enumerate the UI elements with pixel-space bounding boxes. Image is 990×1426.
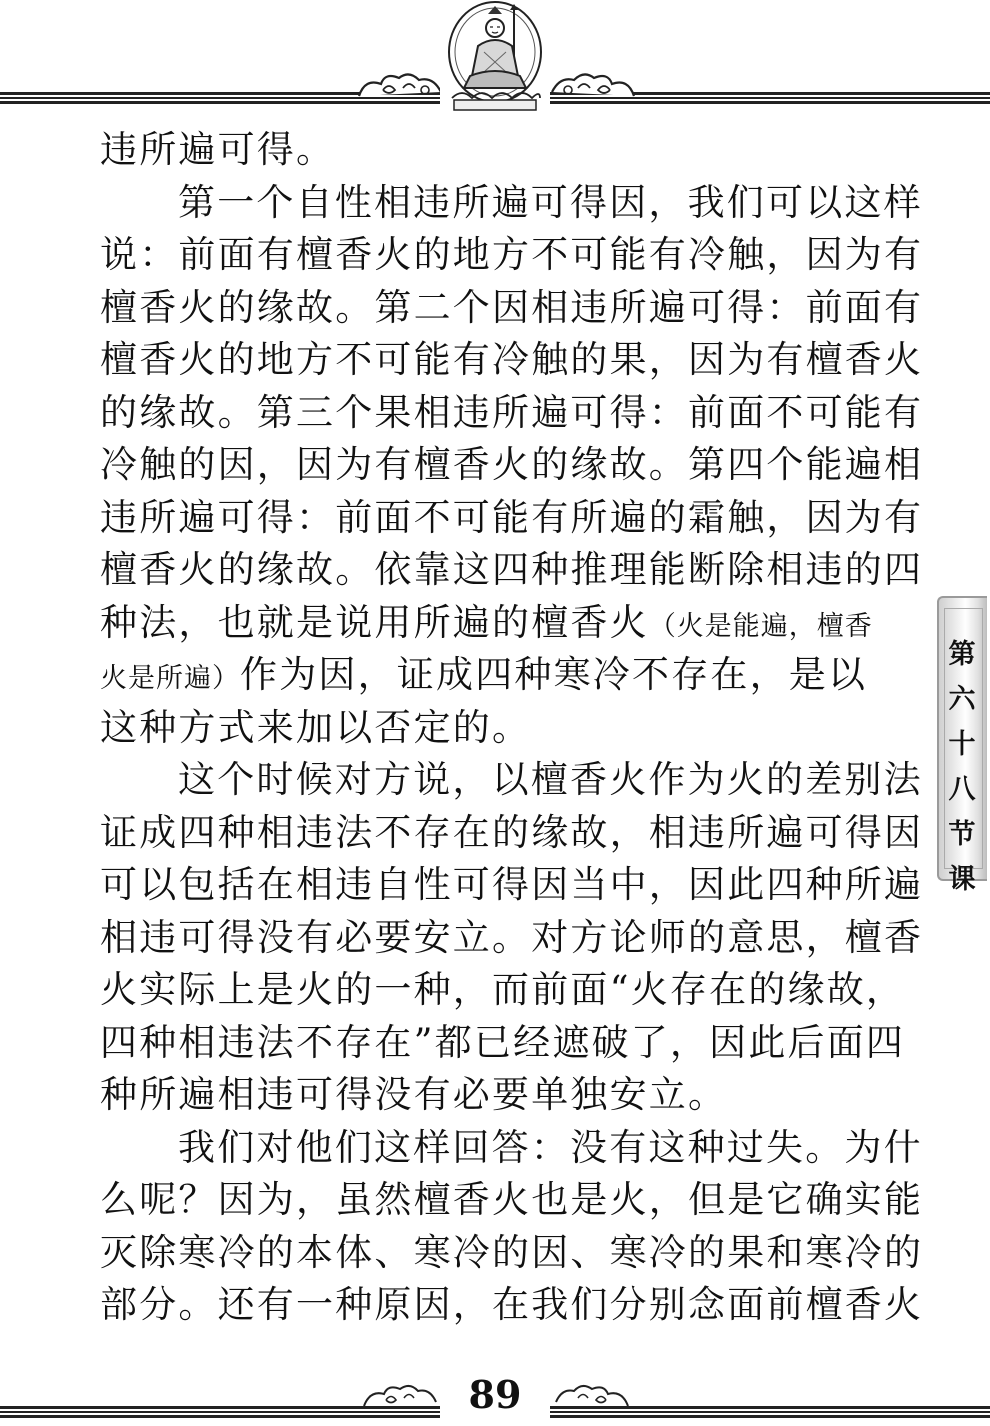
chapter-tab-char: 节 — [948, 819, 976, 850]
text-line: 相违可得没有必要安立。对方论师的意思，檀香 — [100, 915, 924, 959]
chapter-tab-char: 第 — [948, 639, 976, 670]
chapter-side-tab — [937, 596, 987, 895]
cloud-scroll-icon — [552, 1380, 632, 1412]
text-line: 这种方式来加以否定的。 — [100, 705, 532, 749]
line-main-text: 种法，也就是说用所遍的檀香火 — [100, 600, 649, 644]
paragraph-start-line: 第一个自性相违所遍可得因，我们可以这样 — [178, 180, 923, 224]
body-text — [100, 124, 924, 1332]
text-line: 檀香火的地方不可能有冷触的果，因为有檀香火 — [100, 338, 924, 381]
text-line-with-note — [100, 597, 900, 650]
page-number: 89 — [440, 1372, 550, 1418]
chapter-tab-char: 课 — [948, 864, 976, 895]
inline-note: 火是所遍） — [100, 663, 240, 694]
paragraph-start-line: 这个时候对方说，以檀香火作为火的差别法 — [178, 758, 923, 801]
page-header — [0, 0, 990, 115]
text-line: 的缘故。第三个果相违所遍可得：前面不可能有 — [100, 390, 924, 434]
line-main-text: 作为因，证成四种寒冷不存在，是以 — [240, 653, 868, 696]
text-line: 违所遍可得。 — [100, 128, 336, 171]
text-line: 证成四种相违法不存在的缘故，相违所遍可得因 — [100, 810, 924, 854]
cloud-scroll-icon — [548, 68, 638, 104]
text-line: 部分。还有一种原因，在我们分别念面前檀香火 — [100, 1283, 924, 1326]
text-line: 灭除寒冷的本体、寒冷的因、寒冷的果和寒冷的 — [100, 1230, 924, 1274]
text-line: 檀香火的缘故。第二个因相违所遍可得：前面有 — [100, 285, 924, 329]
cloud-scroll-icon — [355, 68, 445, 104]
text-line: 种所遍相违可得没有必要单独安立。 — [100, 1073, 728, 1116]
text-line: 说：前面有檀香火的地方不可能有冷触，因为有 — [100, 233, 924, 276]
text-line: 冷触的因，因为有檀香火的缘故。第四个能遍相 — [100, 443, 924, 486]
text-line-with-note — [100, 649, 900, 702]
text-line: 违所遍可得：前面不可能有所遍的霜触，因为有 — [100, 495, 924, 539]
text-line: 火实际上是火的一种，而前面“火存在的缘故， — [100, 968, 906, 1011]
chapter-tab-label — [939, 632, 985, 902]
chapter-tab-char: 六 — [948, 684, 976, 715]
chapter-tab-char: 十 — [948, 729, 976, 760]
text-line: 么呢？因为，虽然檀香火也是火，但是它确实能 — [100, 1178, 924, 1221]
inline-note: （火是能遍，檀香 — [648, 610, 873, 642]
text-line: 檀香火的缘故。依靠这四种推理能断除相违的四 — [100, 548, 924, 591]
cloud-scroll-icon — [360, 1380, 440, 1412]
padmasambhava-figure-icon — [440, 0, 550, 112]
paragraph-start-line: 我们对他们这样回答：没有这种过失。为什 — [178, 1125, 923, 1169]
text-line: 四种相违法不存在”都已经遮破了，因此后面四 — [100, 1020, 906, 1064]
chapter-tab-char: 八 — [948, 774, 976, 805]
page-footer — [0, 1370, 990, 1426]
text-line: 可以包括在相违自性可得因当中，因此四种所遍 — [100, 863, 924, 906]
